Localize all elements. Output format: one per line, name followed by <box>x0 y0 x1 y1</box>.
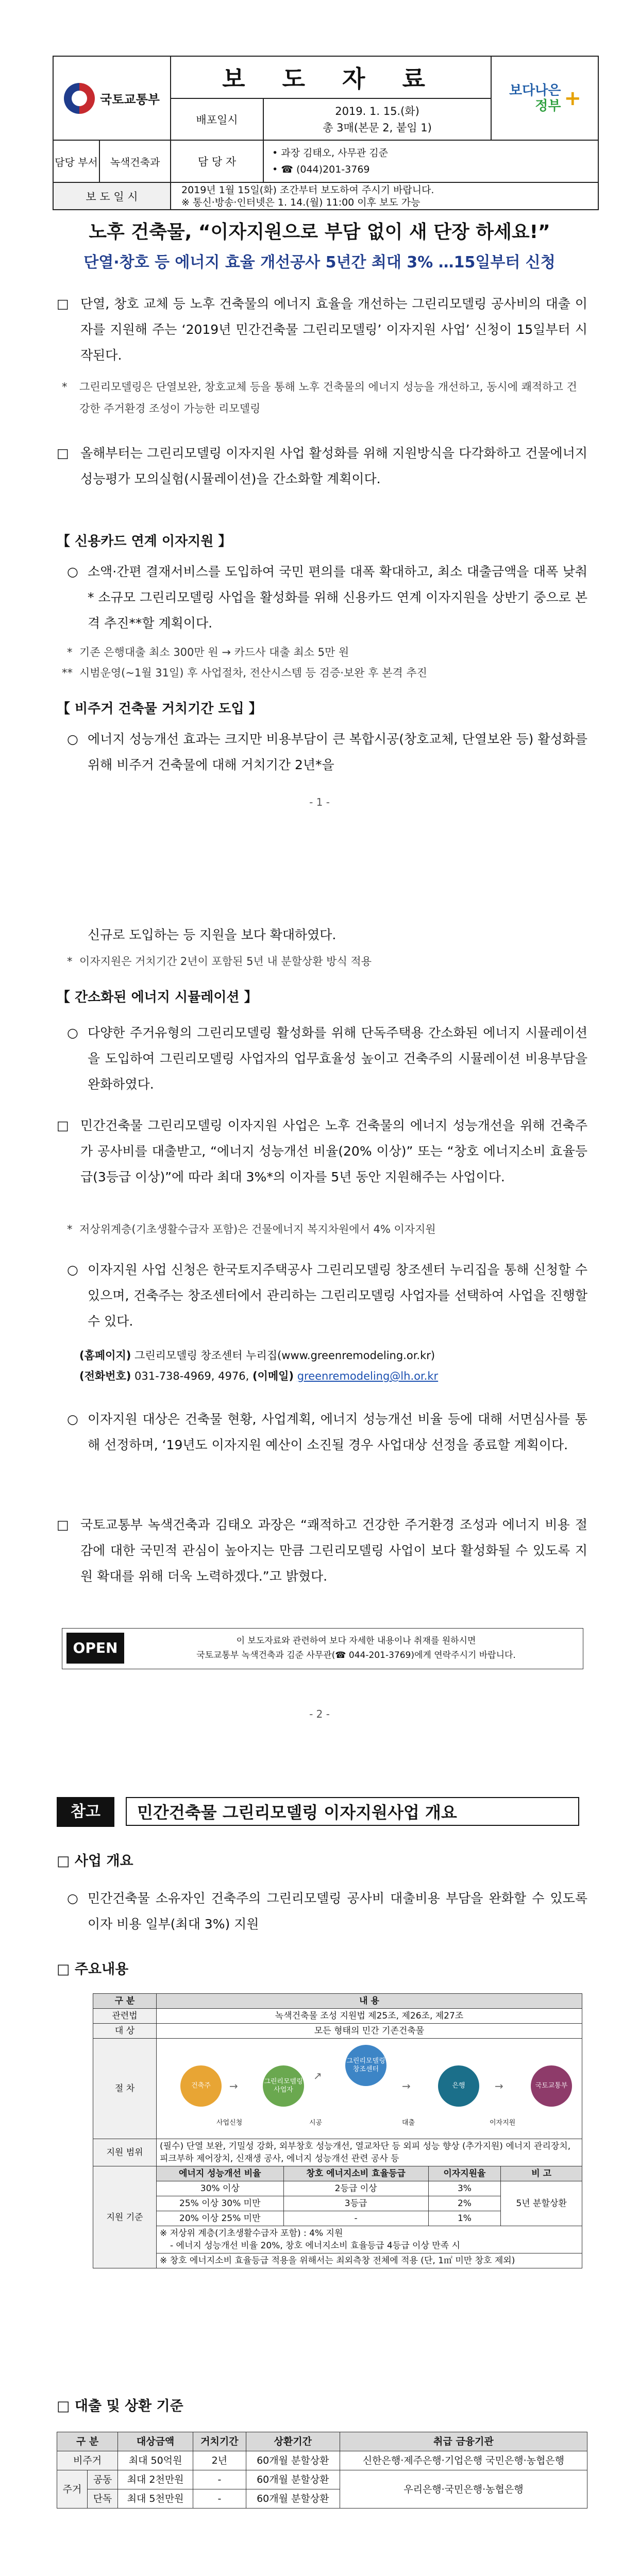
arrow-icon: → <box>229 2080 238 2092</box>
circle-bullet-icon: ○ <box>67 564 78 579</box>
open-line1: 이 보도자료와 관련하여 보다 자세한 내용이나 취재를 원하시면 <box>236 1636 476 1646</box>
heading-overview: □ 사업 개요 <box>57 1853 133 1869</box>
page-number-2: - 2 - <box>309 1708 330 1720</box>
main-content-table: 구 분 내 용 관련법 녹색건축물 조성 지원법 제25조, 제26조, 제27조 대 상 모든 형태의 민간 기존건축물 절 차 건축주 그린리모델링 사업자 그린리모델링 창조센터 은행 국토교통부 → ↗ → → 사업신청 시공 대출 이자지원 지원 범위 (필수) 단열 보완, 기밀성 강화, 외부창호 성능개선, 열교차단 등 외피 성능 향상 (추가지원) 에너지 관리장치, 피크부하 제어장치, 신재생 공사, 에너지 성능개선 관련 공사 등 지원 기준 에너지 성능개선 비율 창호 에너지소비 효율등급 이자지원율 비 고 30% 이상 2등급 이상 3% 5년 분할상환 25% 이상 30% 미만 3등급 2% 20% 이상 25% 미만 - 1% ※ 저상위 계층(기초생활수급자 포함) : 4% 지원 - 에너지 성능개선 비율 20%, 창호 에너지소비 효율등급 4등급 이상 만족 시 ※ 창호 에너지소비 효율등급 적용을 위해서는 최외측창 전체에 적용 (단, 1㎡ 미만 창호 제외) <box>93 1993 582 2268</box>
doc-type-title: 보 도 자 료 <box>171 57 491 99</box>
website-link[interactable]: 그린리모델링 창조센터 누리집(www.greenremodeling.or.kr) <box>134 1349 435 1362</box>
square-bullet-icon: □ <box>57 296 69 311</box>
ministry-name: 국토교통부 <box>100 92 160 107</box>
table-row: 주거 공동 최대 2천만원 - 60개월 분할상환 우리은행·국민은행·농협은행 <box>57 2470 587 2489</box>
dept-value: 녹색건축과 <box>100 141 171 183</box>
headline-sub: 단열·창호 등 에너지 효율 개선공사 5년간 최대 3% …15일부터 신청 <box>83 253 556 272</box>
open-license-logo: OPEN <box>66 1633 124 1664</box>
brand-line2: 정부 <box>535 98 561 114</box>
contact-phone-mail: (전화번호) 031-738-4969, 4976, (이메일) greenremodeling@lh.or.kr <box>79 1370 439 1382</box>
circle-bullet-icon: ○ <box>67 732 78 747</box>
circle-bullet-icon: ○ <box>67 1891 78 1906</box>
section-title-credit-card: 【 신용카드 연계 이자지원 】 <box>57 534 232 549</box>
arrow-icon: → <box>495 2080 503 2092</box>
date-line2: 총 3매(본문 2, 붙임 1) <box>323 122 432 134</box>
t1-head-content: 내 용 <box>157 1994 582 2009</box>
open-line2: 국토교통부 녹색건축과 김준 사무관(☎ 044-201-3769)에게 연락주시기 바랍니다. <box>196 1650 516 1660</box>
process-label: 대출 <box>402 2119 415 2127</box>
section-grace-period-continued: 신규로 도입하는 등 지원을 보다 확대하였다. <box>88 927 337 942</box>
table-row: 단독 최대 5천만원 - 60개월 분할상환 <box>57 2489 587 2509</box>
reference-title: 민간건축물 그린리모델링 이자지원사업 개요 <box>126 1797 579 1826</box>
paragraph-1-note: * 그린리모델링은 단열보완, 창호교체 등을 통해 노후 건축물의 에너지 성능을 개선하고, 동시에 쾌적하고 건강한 주거환경 조성이 가능한 리모델링 <box>62 381 577 415</box>
embargo-value <box>171 183 599 209</box>
contact-value <box>264 141 599 183</box>
embargo-line2: ※ 통신·방송·인터넷은 1. 14.(월) 11:00 이후 보도 가능 <box>181 197 421 208</box>
taegeuk-icon <box>64 83 95 114</box>
process-node: 그린리모델링 사업자 <box>263 2065 304 2107</box>
ministry-logo <box>54 57 171 141</box>
square-bullet-icon: □ <box>57 1517 69 1532</box>
circle-bullet-icon: ○ <box>67 1262 78 1277</box>
selection-paragraph: ○ 이자지원 대상은 건축물 현황, 사업계획, 에너지 성능개선 비율 등에 대해 서면심사를 통해 선정하며, ‘19년도 이자지원 예산이 소진될 경우 사업대상 선정을 종료할 계획이다. <box>57 1406 587 1458</box>
section-title-simulation: 【 간소화된 에너지 시뮬레이션 】 <box>57 990 258 1005</box>
section-title-grace-period: 【 비주거 건축물 거치기간 도입 】 <box>57 701 262 717</box>
application-paragraph: ○ 이자지원 사업 신청은 한국토지주택공사 그린리모델링 창조센터 누리집을 통해 신청할 수 있으며, 건축주는 창조센터에서 관리하는 그린리모델링 사업자를 선택하여 사업을 진행할 수 있다. <box>57 1257 587 1334</box>
section-simulation-text: ○ 다양한 주거유형의 그린리모델링 활성화를 위해 단독주택용 간소화된 에너지 시뮬레이션을 도입하여 그린리모델링 사업자의 업무효율성 높이고 건축주의 시뮬레이션 비용부담을 완화하였다. <box>57 1020 587 1097</box>
process-label: 사업신청 <box>216 2119 243 2127</box>
contact-label: 담 당 자 <box>171 141 264 183</box>
heading-loan-terms: □ 대출 및 상환 기준 <box>57 2398 183 2414</box>
reference-tag: 참고 <box>57 1797 114 1827</box>
gov-brand-logo <box>491 57 599 141</box>
process-node: 국토교통부 <box>531 2065 572 2107</box>
t1-head-category: 구 분 <box>93 1994 157 2009</box>
paragraph-3-note: * 저상위계층(기초생활수급자 포함)은 건물에너지 복지차원에서 4% 이자지원 <box>67 1223 436 1235</box>
process-node: 건축주 <box>180 2065 222 2107</box>
plus-icon: + <box>564 86 581 110</box>
loan-terms-table: 구 분 대상금액 거치기간 상환기간 취급 금융기관 비주거 최대 50억원 2년 60개월 분할상환 신한은행·제주은행·기업은행 국민은행·농협은행 주거 공동 최대 2천만원 - 60개월 분할상환 우리은행·국민은행·농협은행 단독 최대 5천만원 - 60개월 분할상환 <box>57 2432 587 2509</box>
paragraph-4-quote: □ 국토교통부 녹색건축과 김태오 과장은 “쾌적하고 건강한 주거환경 조성과 에너지 비용 절감에 대한 국민적 관심이 높아지는 만큼 그린리모델링 사업이 보다 활성화될 수 있도록 지원 확대를 위해 더욱 노력하겠다.”고 밝혔다. <box>57 1512 587 1589</box>
process-label: 이자지원 <box>490 2119 516 2127</box>
reference-title-bar <box>57 1797 582 1827</box>
contact-web: (홈페이지) 그린리모델링 창조센터 누리집(www.greenremodeling.or.kr) <box>79 1349 435 1362</box>
section-grace-period-text: ○ 에너지 성능개선 효과는 크지만 비용부담이 큰 복합시공(창호교체, 단열보완 등) 활성화를 위해 비주거 건축물에 대해 거치기간 2년*을 <box>57 726 587 778</box>
table-row: 비주거 최대 50억원 2년 60개월 분할상환 신한은행·제주은행·기업은행 국민은행·농협은행 <box>57 2451 587 2470</box>
paragraph-3: □ 민간건축물 그린리모델링 이자지원 사업은 노후 건축물의 에너지 성능개선을 위해 건축주가 공사비를 대출받고, “에너지 성능개선 비율(20% 이상)” 또는 “창호 에너지소비 효율등급(3등급 이상)”에 따라 최대 3%*의 이자를 5년 동안 지원해주는 사업이다. <box>57 1113 587 1190</box>
paragraph-1: □ 단열, 창호 교체 등 노후 건축물의 에너지 효율을 개선하는 그린리모델링 공사비의 대출 이자를 지원해 주는 ‘2019년 민간건축물 그린리모델링’ 이자지원 사업’ 신청이 15일부터 시작된다. <box>57 291 587 368</box>
date-label: 배포일시 <box>171 99 264 141</box>
arrow-icon: ↗ <box>313 2070 322 2082</box>
process-node: 은행 <box>438 2065 479 2107</box>
date-value <box>264 99 491 141</box>
circle-bullet-icon: ○ <box>67 1025 78 1040</box>
heading-main-content: □ 주요내용 <box>57 1961 129 1977</box>
overview-text: ○ 민간건축물 소유자인 건축주의 그린리모델링 공사비 대출비용 부담을 완화할 수 있도록 이자 비용 일부(최대 3%) 지원 <box>57 1886 587 1937</box>
arrow-icon: → <box>402 2080 411 2092</box>
email-link[interactable]: greenremodeling@lh.or.kr <box>297 1370 439 1382</box>
credit-card-note-1: * 기존 은행대출 최소 300만 원 → 카드사 대출 최소 5만 원 <box>67 646 349 658</box>
square-bullet-icon: □ <box>57 1118 69 1133</box>
embargo-label: 보 도 일 시 <box>54 183 171 209</box>
open-info-box <box>62 1628 583 1669</box>
dept-label: 담당 부서 <box>54 141 100 183</box>
brand-line1: 보다나은 <box>509 82 561 98</box>
process-node: 그린리모델링 창조센터 <box>345 2045 386 2086</box>
grace-period-note: * 이자지원은 거치기간 2년이 포함된 5년 내 분할상환 방식 적용 <box>67 955 372 968</box>
press-header-table <box>53 56 599 210</box>
date-line1: 2019. 1. 15.(화) <box>335 105 419 117</box>
process-label: 시공 <box>309 2119 323 2127</box>
headline-main: 노후 건축물, “이자지원으로 부담 없이 새 단장 하세요!” <box>89 222 550 243</box>
process-diagram-cell <box>157 2039 582 2139</box>
square-bullet-icon: □ <box>57 446 69 461</box>
section-credit-card-text: ○ 소액·간편 결재서비스를 도입하여 국민 편의를 대폭 확대하고, 최소 대출금액을 대폭 낮춰* 소규모 그린리모델링 사업을 활성화를 위해 신용카드 연계 이자지원을 상반기 중으로 본격 추진**할 계획이다. <box>57 559 587 636</box>
circle-bullet-icon: ○ <box>67 1412 78 1427</box>
embargo-line1: 2019년 1월 15일(화) 조간부터 보도하여 주시기 바랍니다. <box>181 184 434 196</box>
contact-line2: • ☎ (044)201-3769 <box>272 164 370 175</box>
credit-card-note-2: ** 시범운영(~1월 31일) 후 사업절차, 전산시스템 등 검증·보완 후 본격 추진 <box>62 667 427 679</box>
contact-line1: • 과장 김태오, 사무관 김준 <box>272 147 388 159</box>
page-number-1: - 1 - <box>309 796 330 808</box>
process-diagram <box>160 2040 579 2138</box>
paragraph-2: □ 올해부터는 그린리모델링 이자지원 사업 활성화를 위해 지원방식을 다각화하고 건물에너지 성능평가 모의실험(시뮬레이션)을 간소화할 계획이다. <box>57 440 587 492</box>
